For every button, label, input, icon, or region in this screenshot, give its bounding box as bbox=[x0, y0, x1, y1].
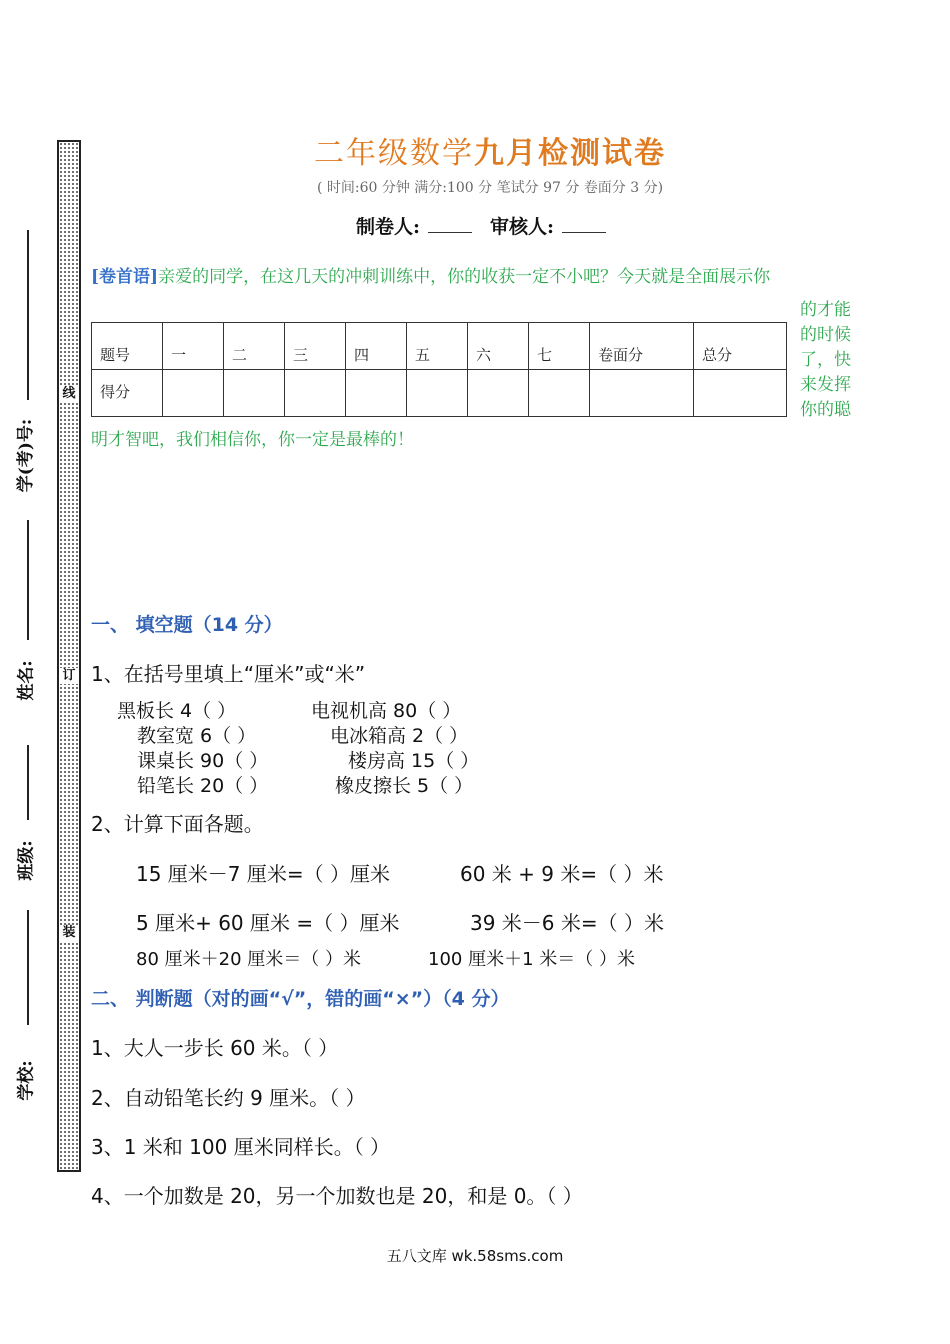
header-cell: 二 bbox=[224, 323, 285, 370]
judge-item: 4、一个加数是 20，另一个加数也是 20，和是 0。（ ） bbox=[91, 1184, 583, 1208]
score-cell[interactable] bbox=[285, 370, 346, 417]
q2-item: 15 厘米－7 厘米=（ ）厘米 bbox=[136, 862, 391, 886]
page-title bbox=[150, 128, 830, 172]
score-cell[interactable] bbox=[468, 370, 529, 417]
title-part2: 九月检测试卷 bbox=[474, 136, 666, 171]
binding-strip bbox=[57, 140, 81, 1172]
strip-word-zhuang: 装 bbox=[59, 925, 79, 941]
score-cell[interactable] bbox=[590, 370, 694, 417]
exam-info: ( 时间:60 分钟 满分:100 分 笔试分 97 分 卷面分 3 分) bbox=[316, 180, 664, 196]
q1-item: 教室宽 6（ ） bbox=[137, 725, 257, 747]
footer-watermark: 五八文库 wk.58sms.com bbox=[386, 1247, 564, 1265]
header-cell: 四 bbox=[346, 323, 407, 370]
student-no-line bbox=[27, 230, 29, 400]
intro-text1: 亲爱的同学，在这几天的冲刺训练中，你的收获一定不小吧？今天就是全面展示你 bbox=[158, 267, 771, 287]
intro-tag: [卷首语] bbox=[91, 267, 159, 287]
side-note-line: 你的聪 bbox=[800, 400, 851, 420]
name-line bbox=[27, 520, 29, 640]
authors-line bbox=[150, 212, 830, 239]
header-cell: 三 bbox=[285, 323, 346, 370]
q2-item: 39 米－6 米=（ ）米 bbox=[470, 911, 665, 935]
score-cell[interactable] bbox=[224, 370, 285, 417]
student-no-label: 学(考)号: bbox=[16, 418, 37, 492]
intro-line2: 明才智吧，我们相信你，你一定是最棒的！ bbox=[91, 430, 414, 450]
q2-item: 80 厘米＋20 厘米＝（ ）米 bbox=[136, 949, 361, 970]
header-cell: 卷面分 bbox=[590, 323, 694, 370]
name-label: 姓名: bbox=[16, 659, 37, 701]
intro-line1 bbox=[91, 262, 770, 287]
row-label-cell: 得分 bbox=[92, 370, 163, 417]
q2-item: 60 米 + 9 米=（ ）米 bbox=[460, 862, 664, 886]
q1-item: 楼房高 15（ ） bbox=[348, 750, 480, 772]
maker-label: 制卷人: bbox=[355, 216, 420, 238]
q1-item: 电视机高 80（ ） bbox=[311, 700, 462, 722]
side-note-line: 的才能 bbox=[800, 300, 851, 320]
reviewer-blank bbox=[562, 232, 606, 233]
q1-item: 橡皮擦长 5（ ） bbox=[335, 775, 474, 797]
score-table-score-row bbox=[92, 370, 787, 417]
q2-item: 5 厘米+ 60 厘米 =（ ）厘米 bbox=[136, 911, 400, 935]
judge-item: 3、1 米和 100 厘米同样长。（ ） bbox=[91, 1135, 391, 1159]
strip-word-ding: 订 bbox=[59, 668, 79, 684]
section2-title: 二、 判断题（对的画“√”，错的画“×”）（4 分） bbox=[91, 988, 510, 1010]
score-cell[interactable] bbox=[694, 370, 787, 417]
header-cell: 七 bbox=[529, 323, 590, 370]
judge-item: 1、大人一步长 60 米。（ ） bbox=[91, 1036, 339, 1060]
score-table bbox=[91, 322, 787, 417]
school-line bbox=[27, 910, 29, 1025]
score-cell[interactable] bbox=[529, 370, 590, 417]
intro-side-note bbox=[800, 298, 864, 423]
header-cell: 五 bbox=[407, 323, 468, 370]
reviewer-label: 审核人: bbox=[490, 216, 555, 238]
class-label: 班级: bbox=[16, 839, 37, 881]
title-part1: 二年级数学 bbox=[314, 136, 474, 171]
header-cell: 一 bbox=[163, 323, 224, 370]
score-cell[interactable] bbox=[407, 370, 468, 417]
section1-title: 一、 填空题（14 分） bbox=[91, 614, 283, 636]
class-line bbox=[27, 745, 29, 820]
side-note-line: 了，快 bbox=[800, 350, 851, 370]
score-cell[interactable] bbox=[346, 370, 407, 417]
q1-item: 黑板长 4（ ） bbox=[117, 700, 237, 722]
header-cell: 题号 bbox=[92, 323, 163, 370]
score-table-header-row bbox=[92, 323, 787, 370]
school-label: 学校: bbox=[16, 1059, 37, 1101]
question-2: 2、计算下面各题。 bbox=[91, 812, 264, 836]
header-cell: 六 bbox=[468, 323, 529, 370]
q2-item: 100 厘米＋1 米＝（ ）米 bbox=[428, 949, 635, 970]
side-note-line: 的时候 bbox=[800, 325, 851, 345]
question-1: 1、在括号里填上“厘米”或“米” bbox=[91, 662, 366, 686]
q1-item: 铅笔长 20（ ） bbox=[137, 775, 269, 797]
q1-item: 课桌长 90（ ） bbox=[137, 750, 269, 772]
side-note-line: 来发挥 bbox=[800, 375, 851, 395]
score-cell[interactable] bbox=[163, 370, 224, 417]
judge-item: 2、自动铅笔长约 9 厘米。（ ） bbox=[91, 1086, 366, 1110]
strip-word-xian: 线 bbox=[59, 386, 79, 402]
header-cell: 总分 bbox=[694, 323, 787, 370]
q1-item: 电冰箱高 2（ ） bbox=[330, 725, 469, 747]
maker-blank bbox=[428, 232, 472, 233]
